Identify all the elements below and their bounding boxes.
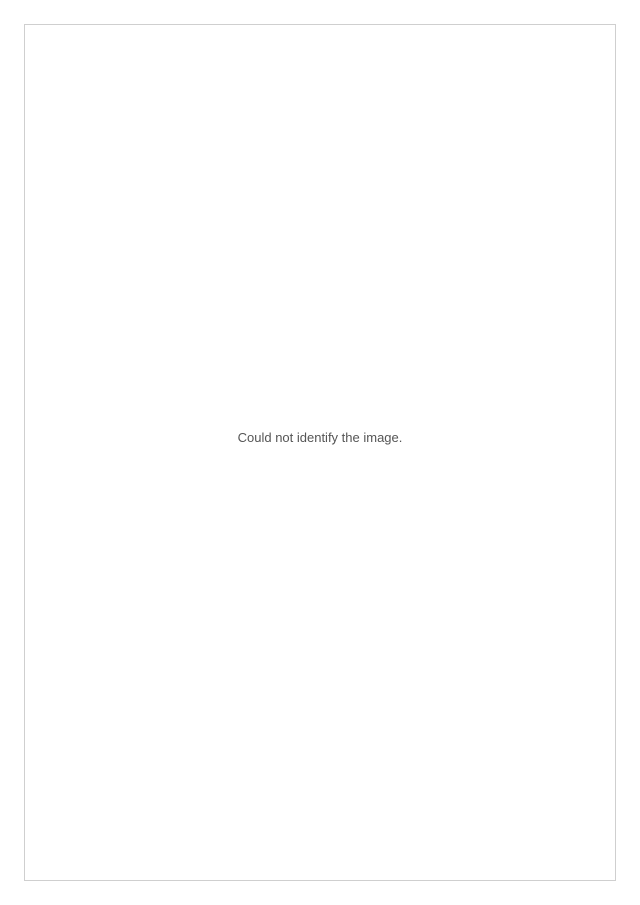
page-frame	[24, 24, 616, 881]
status-caption: Could not identify the image.	[237, 430, 403, 445]
